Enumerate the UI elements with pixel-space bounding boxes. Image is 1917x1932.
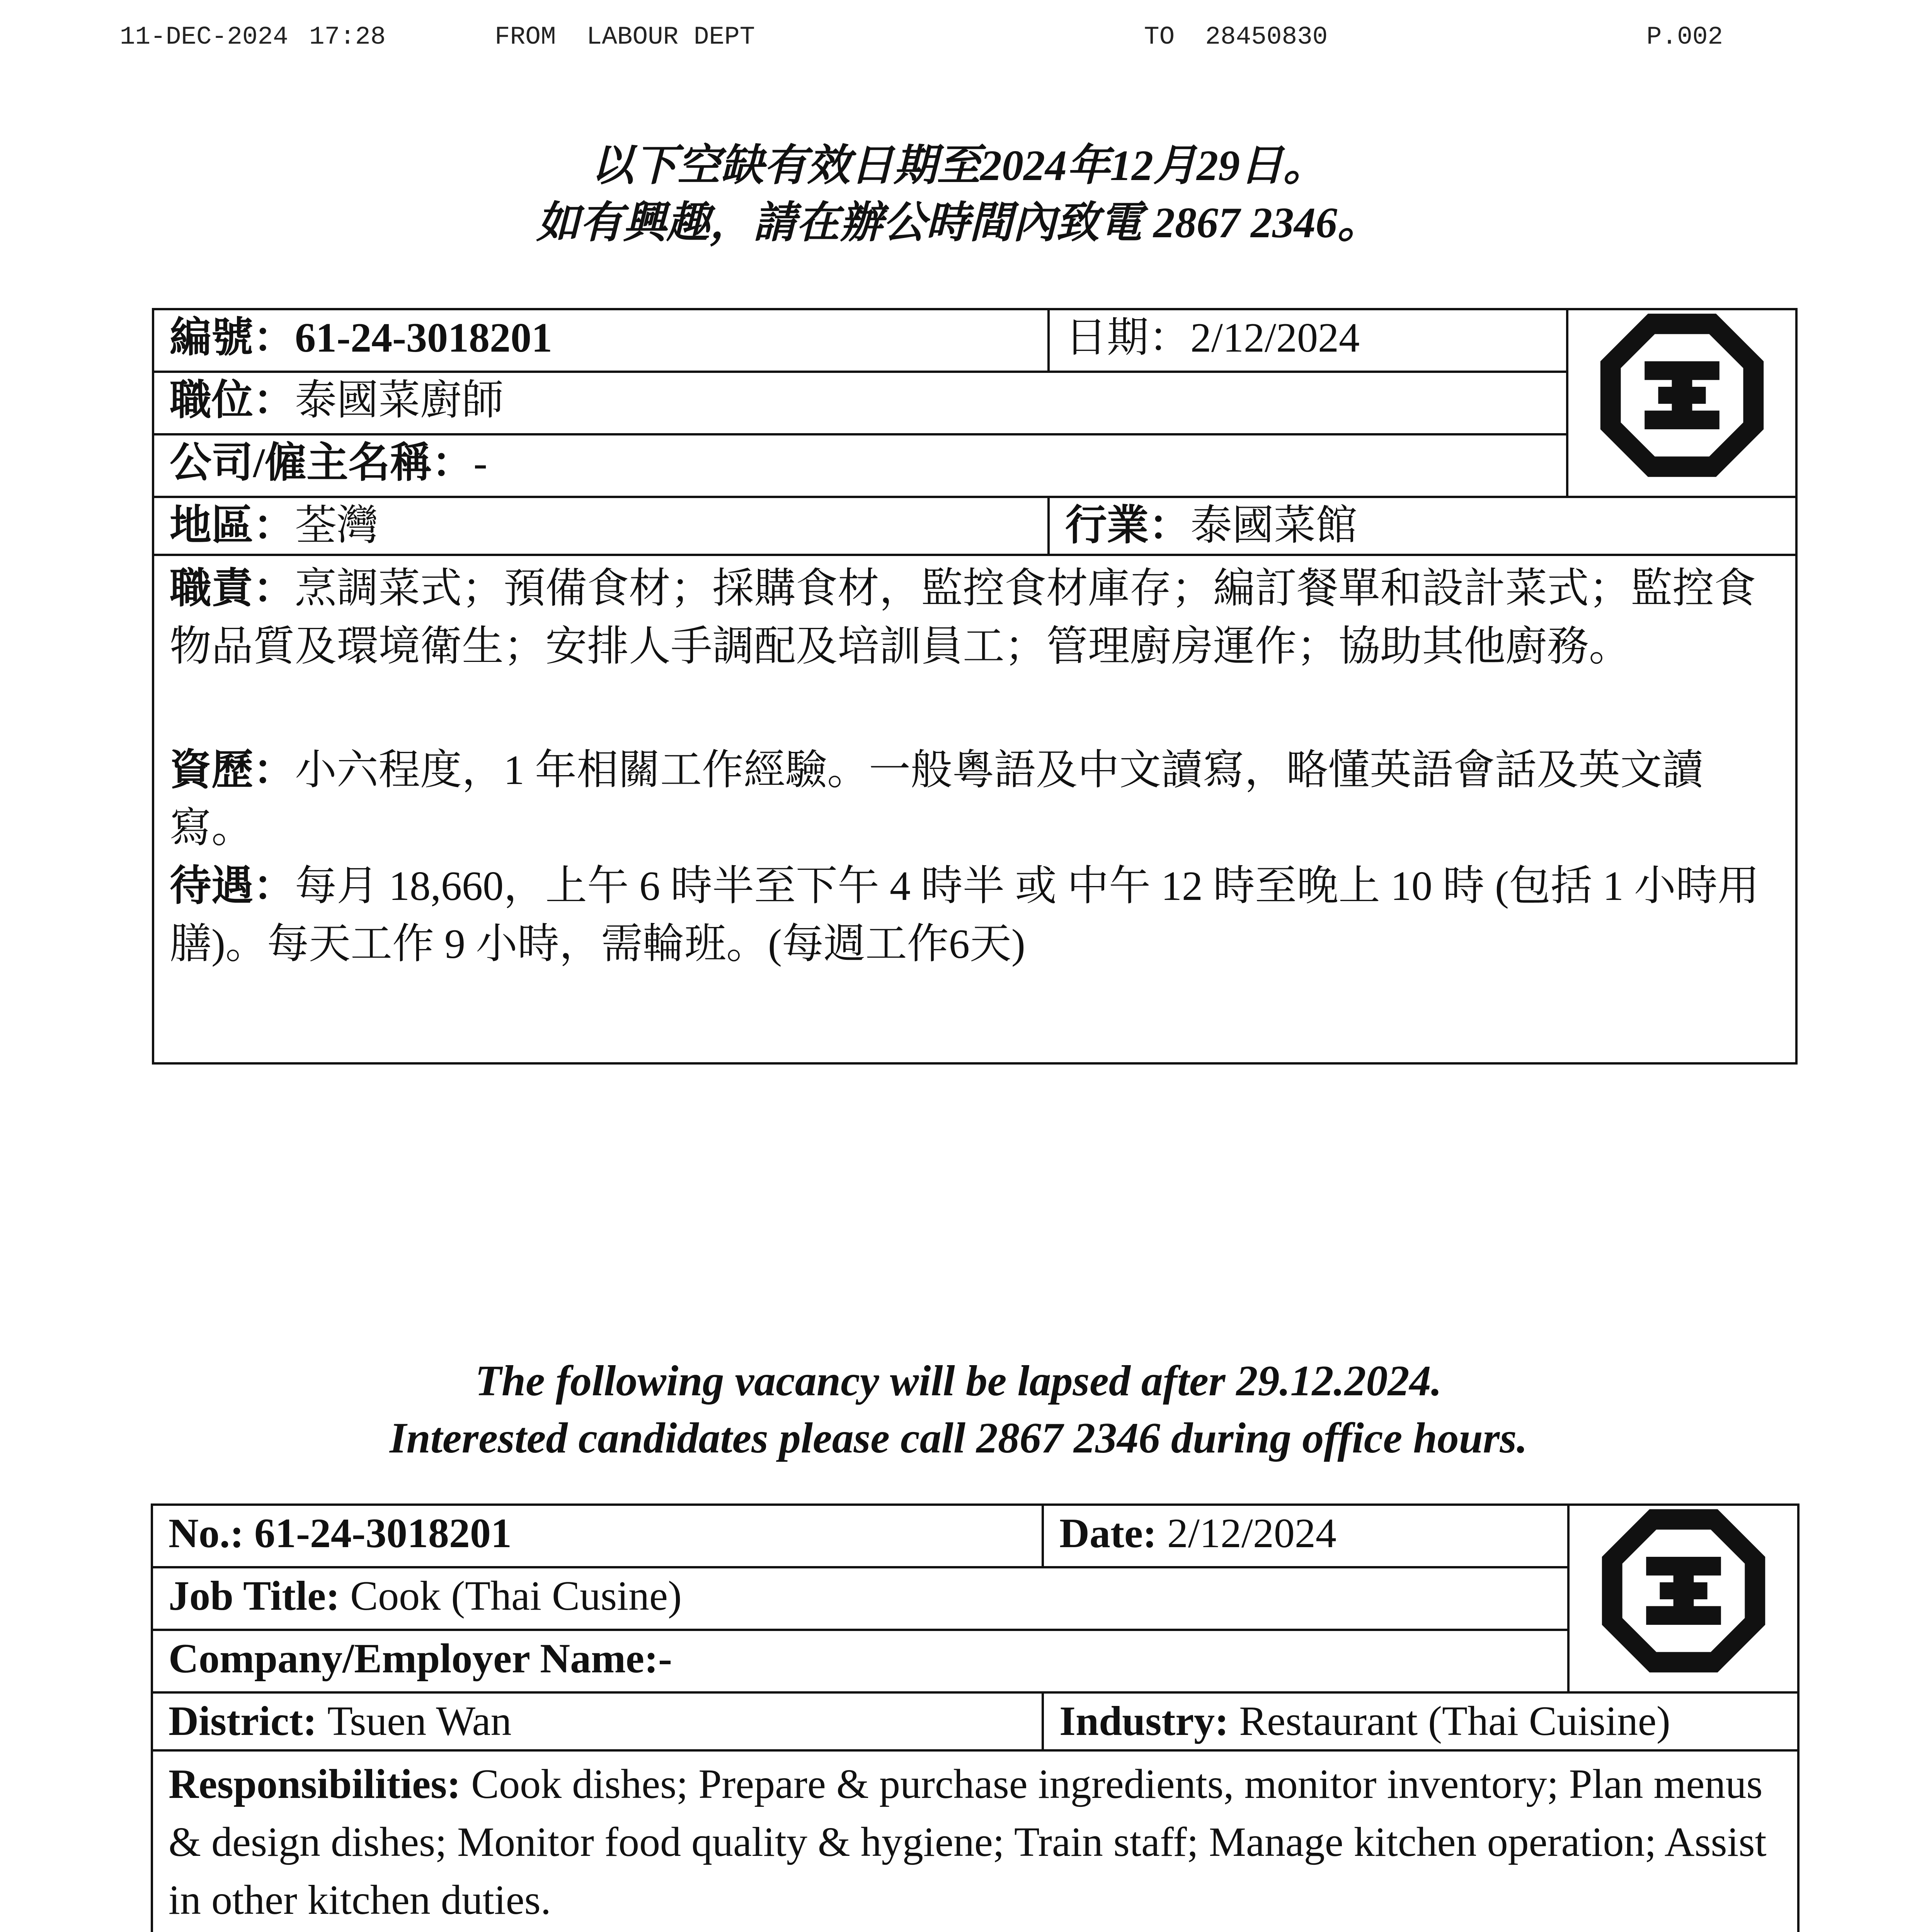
en-date-cell	[1043, 1505, 1568, 1567]
fax-page: P.002	[1646, 22, 1723, 51]
zh-company-label: 公司/僱主名稱：	[170, 440, 474, 486]
zh-resp-value: 烹調菜式；預備食材；採購食材，監控食材庫存；編訂餐單和設計菜式；監控食物品質及環境衛生；安排人手調配及培訓員工；管理廚房運作；協助其他廚務。	[170, 566, 1756, 670]
en-industry-label: Industry:	[1059, 1698, 1239, 1744]
zh-resp-label: 職責：	[170, 566, 295, 612]
en-no-cell	[152, 1505, 1043, 1567]
en-date-value: 2/12/2024	[1167, 1510, 1336, 1556]
zh-district-cell	[153, 497, 1049, 555]
en-district-label: District:	[169, 1698, 327, 1744]
zh-title-value: 泰國菜廚師	[295, 378, 504, 423]
en-resp-label: Responsibilities:	[169, 1761, 472, 1807]
notice-zh-line1: 以下空缺有效日期至2024年12月29日。	[591, 142, 1326, 190]
notice-zh-line2: 如有興趣，請在辦公時間內致電 2867 2346。	[536, 199, 1381, 247]
fax-header	[0, 22, 1917, 57]
fax-time: 17:28	[309, 22, 386, 51]
fax-to: TO 28450830	[1144, 22, 1328, 51]
zh-no-value: 61-24-3018201	[295, 315, 552, 361]
notice-en	[0, 1352, 1917, 1467]
vacancy-table-zh	[152, 308, 1798, 1065]
en-title-label: Job Title:	[169, 1573, 351, 1619]
fax-from: FROM LABOUR DEPT	[495, 22, 755, 51]
en-industry-cell	[1043, 1692, 1798, 1750]
zh-terms-value: 每月 18,660，上午 6 時半至下午 4 時半 或 中午 12 時至晚上 10 時 (包括 1 小時用膳)。每天工作 9 小時，需輪班。(每週工作6天)	[170, 863, 1759, 967]
zh-requirements	[170, 742, 1780, 857]
en-company-cell	[152, 1630, 1568, 1692]
zh-company-value: -	[473, 440, 487, 486]
fax-date: 11-DEC-2024	[120, 22, 288, 51]
en-industry-value: Restaurant (Thai Cuisine)	[1239, 1698, 1670, 1744]
zh-company-cell	[153, 434, 1567, 497]
zh-req-value: 小六程度，1 年相關工作經驗。一般粵語及中文讀寫，略懂英語會話及英文讀寫。	[170, 747, 1704, 851]
zh-date-label: 日期：	[1065, 315, 1191, 361]
zh-title-cell	[153, 372, 1567, 434]
en-date-label: Date:	[1059, 1510, 1167, 1556]
zh-req-label: 資歷：	[170, 747, 295, 793]
en-details-cell	[152, 1750, 1798, 1932]
labour-department-logo-icon	[1599, 1506, 1769, 1676]
zh-terms	[170, 857, 1780, 973]
zh-responsibilities	[170, 560, 1780, 676]
en-district-value: Tsuen Wan	[327, 1698, 512, 1744]
zh-terms-label: 待遇：	[170, 863, 295, 909]
en-title-value: Cook (Thai Cusine)	[350, 1573, 682, 1619]
vacancy-table-en	[151, 1503, 1800, 1932]
zh-details-cell	[153, 555, 1796, 1063]
zh-date-value: 2/12/2024	[1190, 315, 1360, 361]
zh-industry-cell	[1049, 497, 1796, 555]
zh-industry-value: 泰國菜館	[1190, 503, 1358, 549]
en-company-label: Company/Employer Name:	[169, 1636, 658, 1682]
notice-en-line2: Interested candidates please call 2867 2346 during office hours.	[389, 1414, 1528, 1462]
en-district-cell	[152, 1692, 1043, 1750]
en-no-value: 61-24-3018201	[254, 1510, 512, 1556]
zh-no-label: 編號：	[170, 315, 295, 361]
en-title-cell	[152, 1567, 1568, 1630]
notice-zh	[0, 137, 1917, 252]
en-logo-cell	[1568, 1505, 1798, 1692]
zh-no-cell	[153, 309, 1049, 372]
zh-logo-cell	[1567, 309, 1796, 497]
zh-district-label: 地區：	[170, 503, 295, 549]
en-resp-value: Cook dishes; Prepare & purchase ingredients, monitor inventory; Plan menus & design dishes; Monitor food quality & hygiene; Train staff; Manage kitchen operation; Assist in other kitchen duties.	[169, 1761, 1767, 1923]
zh-district-value: 荃灣	[295, 503, 379, 549]
zh-title-label: 職位：	[170, 378, 295, 423]
zh-industry-label: 行業：	[1065, 503, 1191, 549]
labour-department-logo-icon	[1597, 310, 1767, 480]
en-responsibilities	[169, 1755, 1782, 1929]
zh-date-cell	[1049, 309, 1567, 372]
en-company-value: -	[658, 1636, 672, 1682]
notice-en-line1: The following vacancy will be lapsed after 29.12.2024.	[475, 1357, 1442, 1405]
en-no-label: No.:	[169, 1510, 254, 1556]
